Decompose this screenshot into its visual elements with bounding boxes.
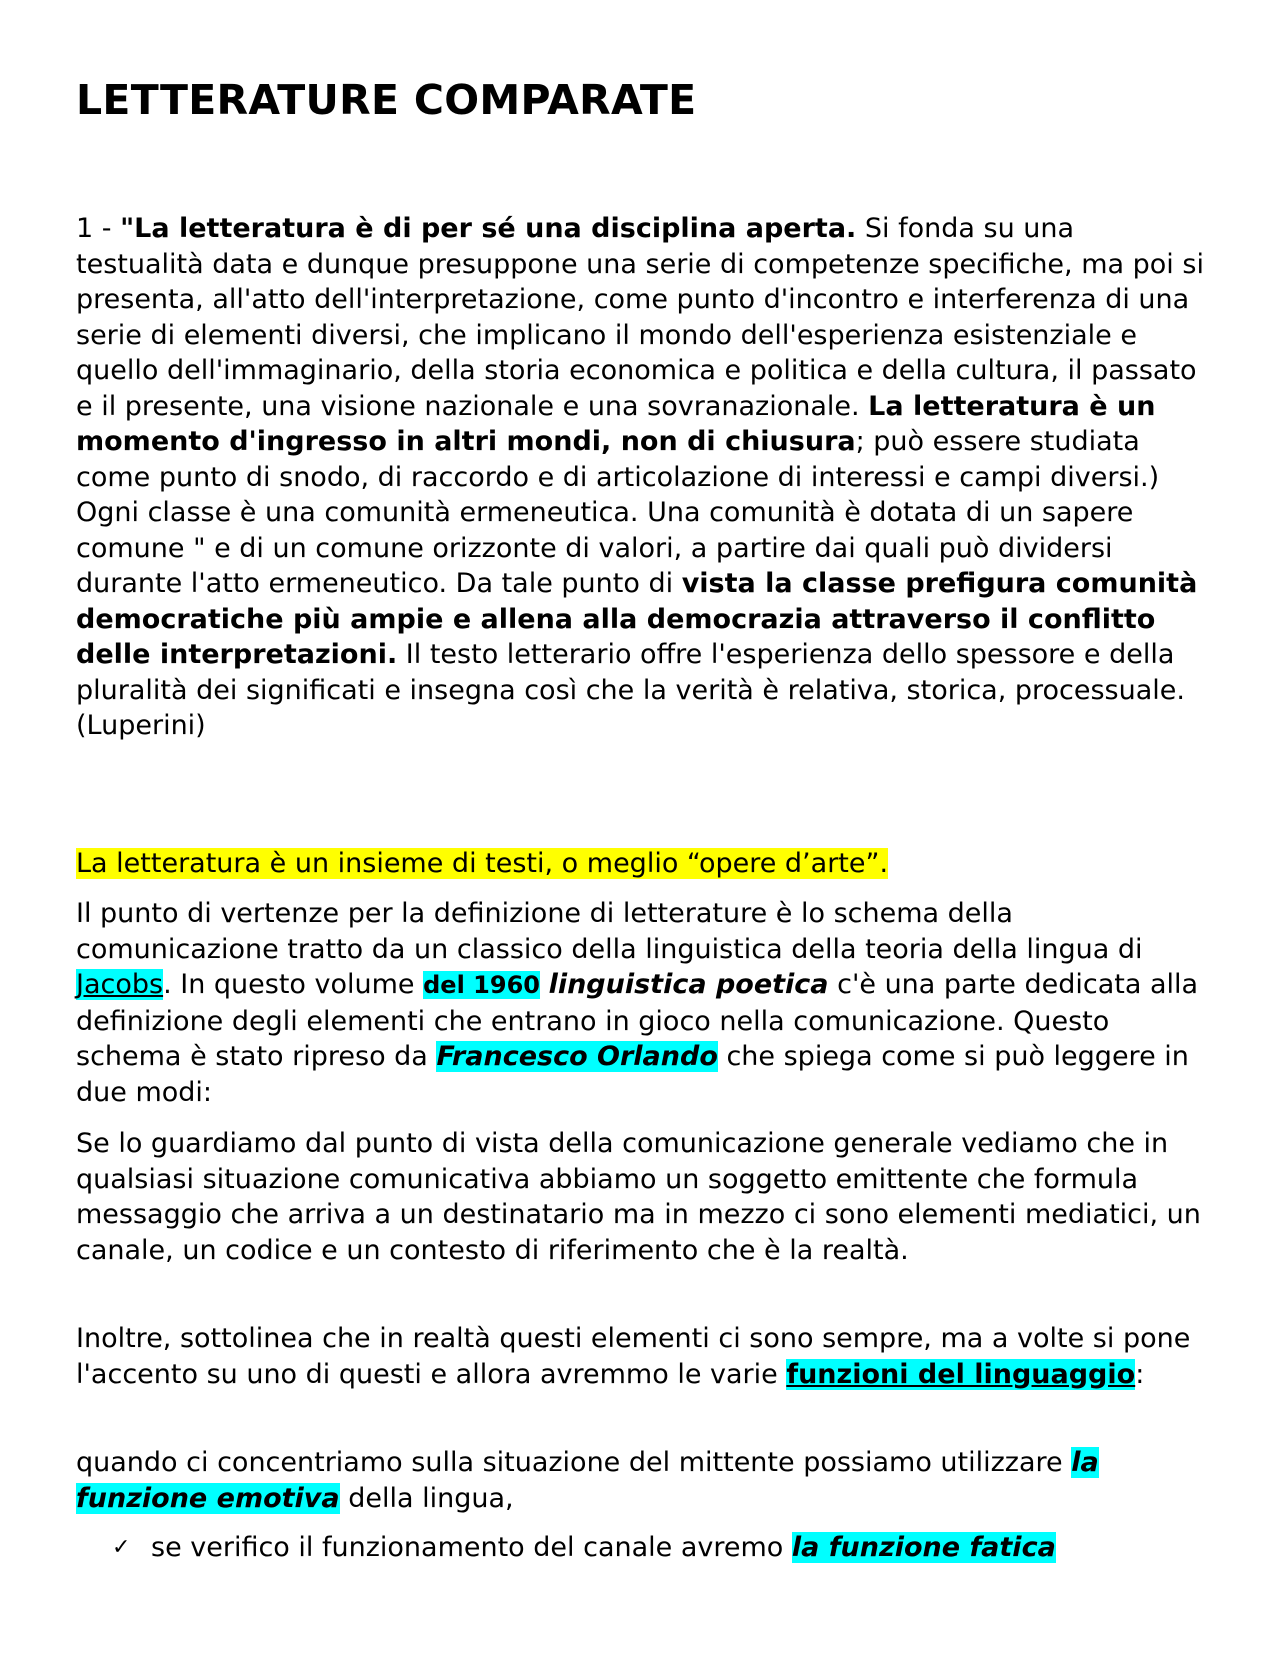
paragraph-schema <box>76 896 1206 1110</box>
quote-paragraph <box>76 211 1206 744</box>
book-title: linguistica poetica <box>548 969 829 1000</box>
list-item <box>76 1530 1206 1566</box>
quote-number: 1 - <box>76 213 121 244</box>
quote-text-2: ; può essere studiata come punto di snodo, di raccordo e di articolazione di interessi e campi diversi.) Ogni classe è una comunità ermeneutica. Una comunità è dotata di un sapere comune " e di un comune orizzonte di valori, a partire dai quali può dividersi durante l'atto ermeneutico. Da tale punto di <box>76 426 1160 599</box>
document-title: LETTERATURE COMPARATE <box>76 76 697 124</box>
highlighted-definition <box>76 846 1206 882</box>
yellow-highlight: La letteratura è un insieme di testi, o meglio “opere d’arte”. <box>76 848 889 879</box>
term-funzione-emotiva: la funzione emotiva <box>76 1447 1099 1514</box>
paragraph-emotive <box>76 1445 1206 1516</box>
bullet-list <box>76 1530 1206 1566</box>
quote-bold-3: vista la classe prefigura comunità democratiche più ampie e allena alla democrazia attraverso il conflitto delle interpretazioni. <box>76 568 1198 670</box>
para4-text-2: : <box>1135 1358 1145 1390</box>
quote-bold-open: "La letteratura è di per sé una disciplina aperta. <box>120 213 857 244</box>
bullet-text: se verifico il funzionamento del canale avremo <box>151 1532 792 1563</box>
term-funzioni-linguaggio: funzioni del linguaggio <box>786 1358 1136 1390</box>
para4-text-1: Inoltre, sottolinea che in realtà questi elementi ci sono sempre, ma a volte si pone l'accento su uno di questi e allora avremmo le varie <box>76 1323 1191 1390</box>
para5-text-1: quando ci concentriamo sulla situazione del mittente possiamo utilizzare <box>76 1447 1072 1478</box>
name-jacobs: Jacobs <box>76 969 164 1000</box>
para2-text-2: . In questo volume <box>163 969 424 1000</box>
paragraph-communication: Se lo guardiamo dal punto di vista della comunicazione generale vediamo che in qualsiasi situazione comunicativa abbiamo un soggetto emittente che formula messaggio che arriva a un destinatario ma in mezzo ci sono elementi mediatici, un canale, un codice e un contesto di riferimento che è la realtà. <box>76 1128 1201 1266</box>
paragraph-functions <box>76 1321 1206 1392</box>
quote-bold-2: La letteratura è un momento d'ingresso in altri mondi, non di chiusura <box>76 390 1156 457</box>
para2-text-1: Il punto di vertenze per la definizione di letterature è lo schema della comunicazione tratto da un classico della linguistica della teoria della lingua di <box>76 898 1143 965</box>
name-francesco-orlando: Francesco Orlando <box>436 1041 718 1072</box>
para5-text-2: della lingua, <box>339 1482 514 1514</box>
para2-text-5: che spiega come si può leggere in due modi: <box>76 1041 1189 1108</box>
year-highlight: del 1960 <box>423 971 540 999</box>
para2-text-3 <box>540 969 549 1000</box>
quote-text-3: Il testo letterario offre l'esperienza dello spessore e della pluralità dei significati e insegna così che la verità è relativa, storica, processuale. (Luperini) <box>76 639 1185 741</box>
para2-text-4: c'è una parte dedicata alla definizione degli elementi che entrano in gioco nella comunicazione. Questo schema è stato ripreso da <box>76 969 1199 1072</box>
checkmark-icon: ✓ <box>112 1535 131 1560</box>
quote-text-1: Si fonda su una testualità data e dunque presuppone una serie di competenze specifiche, ma poi si presenta, all'atto dell'interpretazione, come punto d'incontro e interferenza di una serie di elementi diversi, che implicano il mondo dell'esperienza esistenziale e quello dell'immaginario, della storia economica e politica e della cultura, il passato e il presente, una visione nazionale e una sovranazionale. <box>76 213 1204 422</box>
term-funzione-fatica: la funzione fatica <box>791 1532 1056 1563</box>
